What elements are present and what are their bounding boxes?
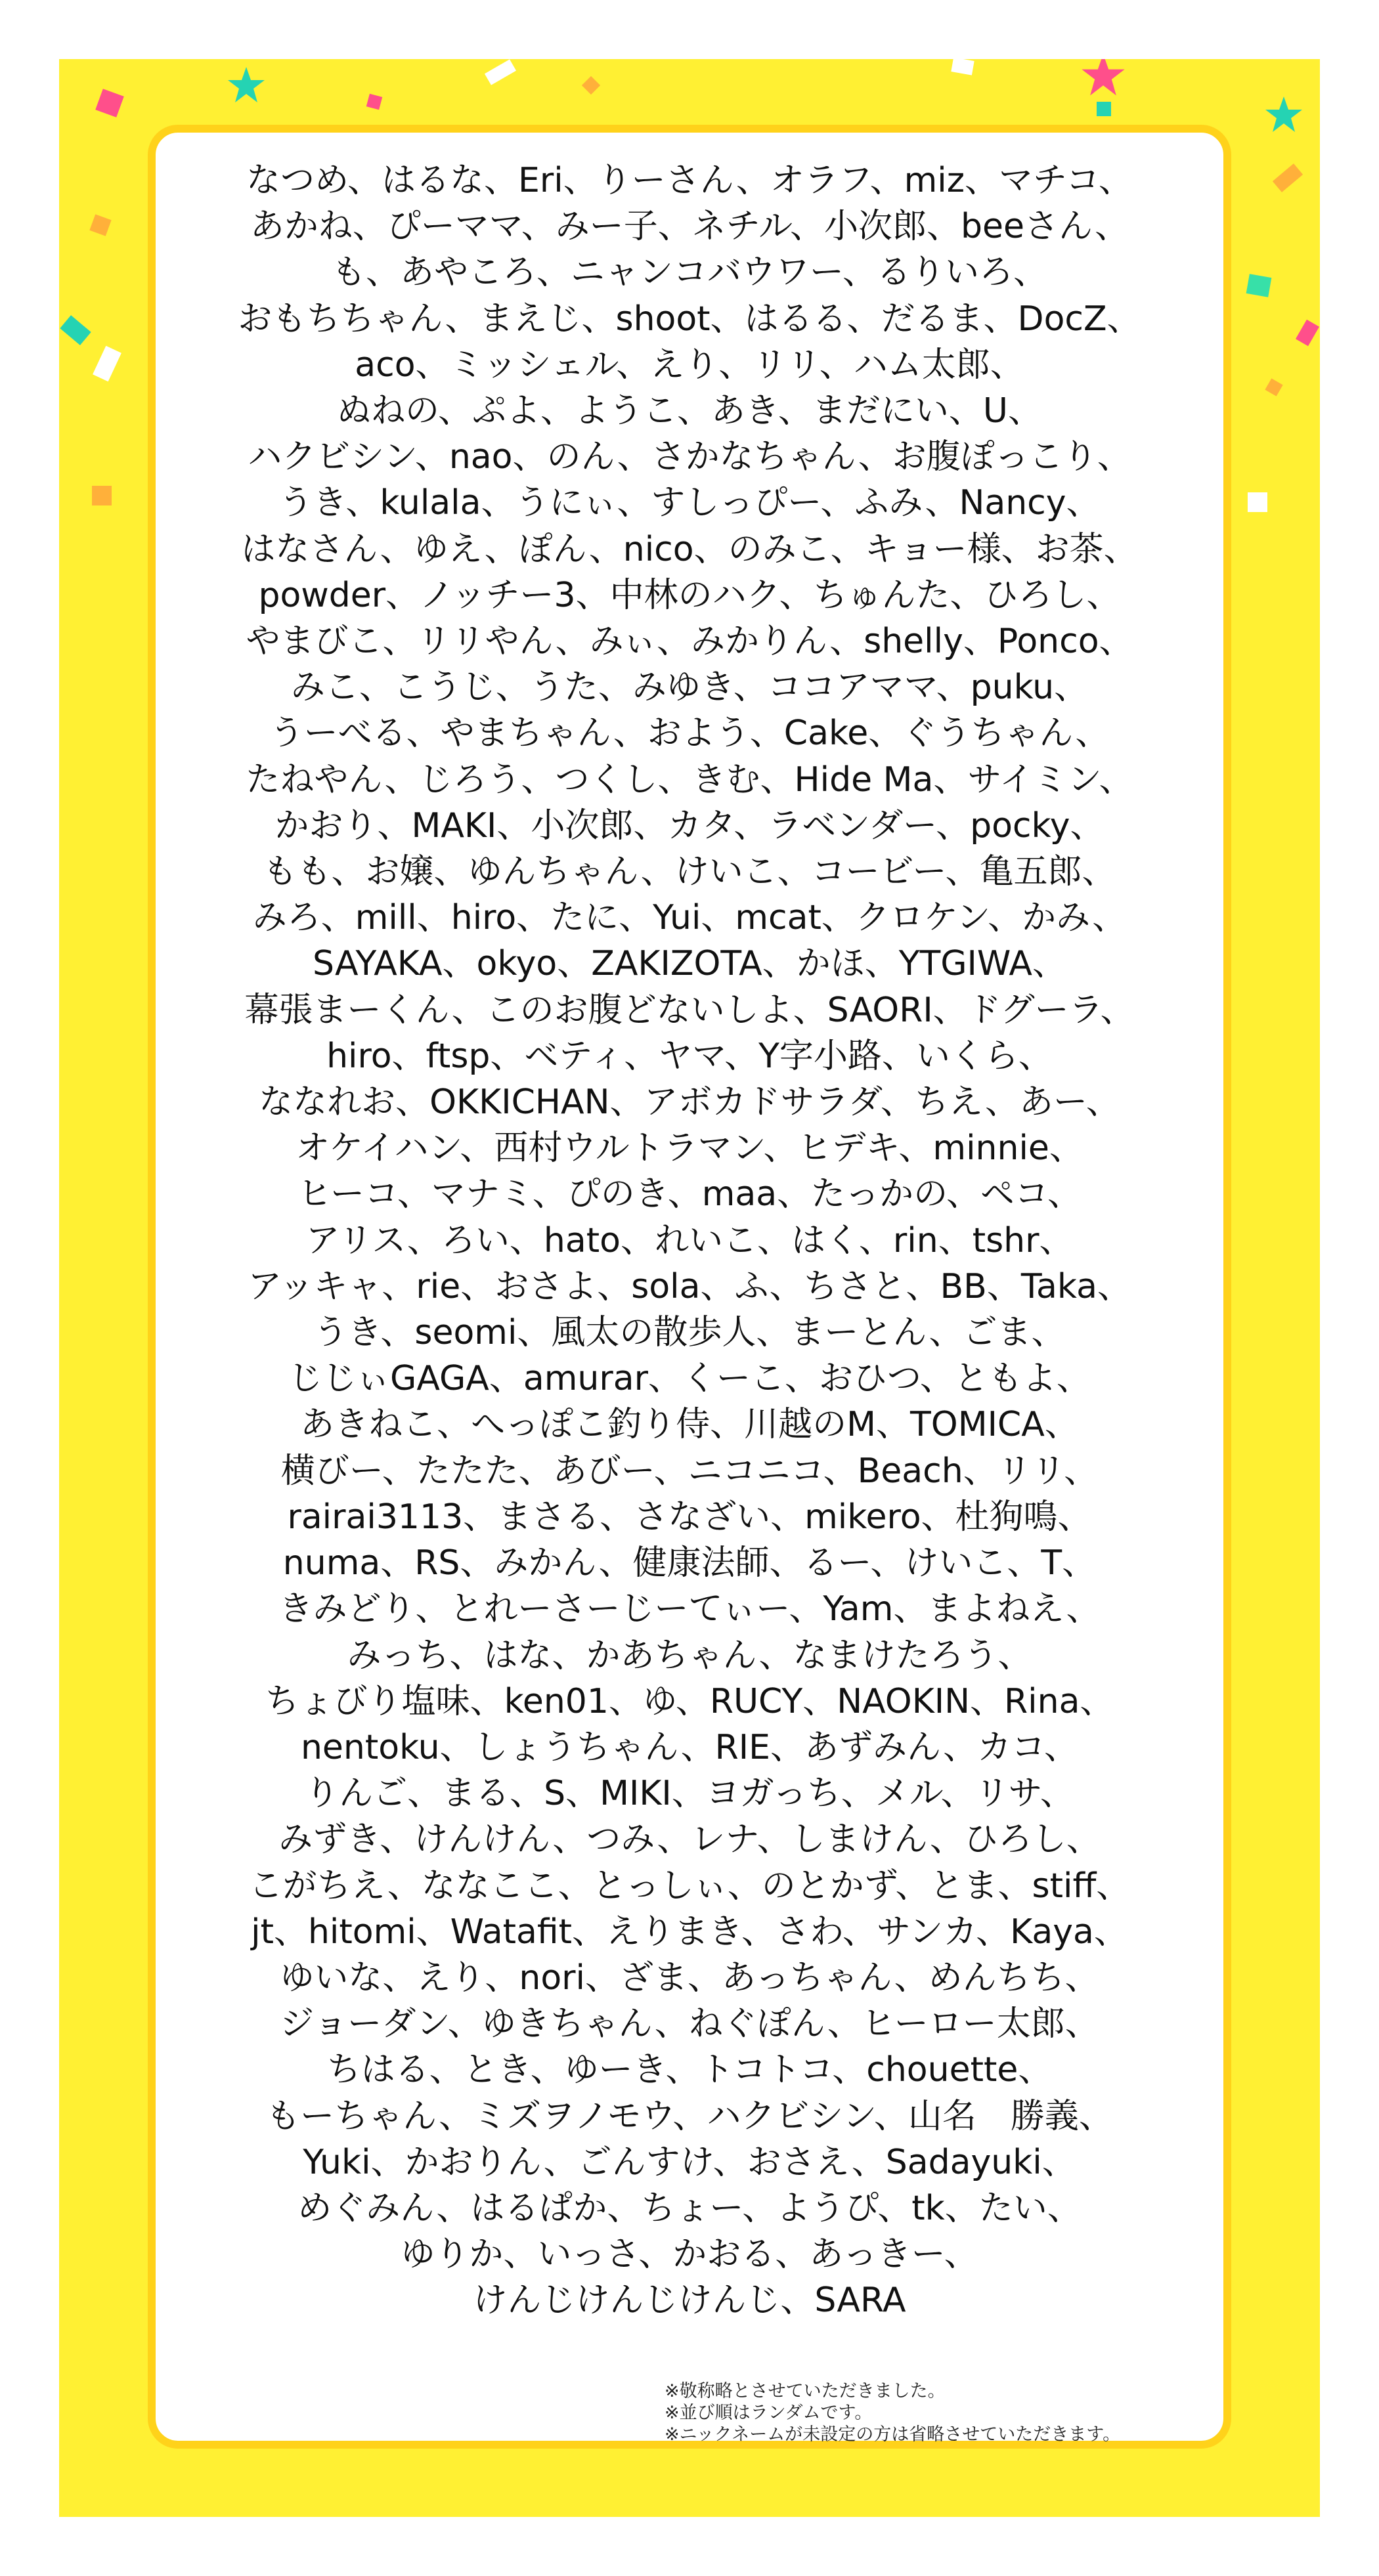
confetti-piece xyxy=(582,76,600,95)
supporter-names-line: ハクビシン、nao、のん、さかなちゃん、お腹ぽっこり、 xyxy=(248,437,1131,477)
supporter-names-line: はなさん、ゆえ、ぽん、nico、のみこ、キョー様、お茶、 xyxy=(241,529,1138,569)
supporter-names-line: ゆりか、いっさ、かおる、あっきー、 xyxy=(401,2235,978,2275)
confetti-piece xyxy=(1097,102,1111,116)
supporter-names-line: じじぃGAGA、amurar、くーこ、おひつ、ともよ、 xyxy=(288,1359,1091,1399)
supporter-names-line: おもちちゃん、まえじ、shoot、はるる、だるま、DocZ、 xyxy=(238,299,1141,339)
supporter-names-line: あかね、ぴーママ、みー子、ネチル、小次郎、beeさん、 xyxy=(250,207,1129,247)
supporter-names-line: ちょびり塩味、ken01、ゆ、RUCY、NAOKIN、Rina、 xyxy=(265,1681,1114,1721)
supporter-names-list xyxy=(156,158,1223,2324)
supporter-names-line: りんご、まる、S、MIKI、ヨガっち、メル、リサ、 xyxy=(305,1774,1074,1814)
supporter-names-line: ななれお、OKKICHAN、アボカドサラダ、ちえ、あー、 xyxy=(259,1083,1120,1123)
footnotes xyxy=(665,2380,1120,2445)
supporter-names-line: うーべる、やまちゃん、およう、Cake、ぐうちゃん、 xyxy=(269,714,1110,754)
supporter-names-line: うき、kulala、うにぃ、すしっぴー、ふみ、Nancy、 xyxy=(278,483,1101,523)
supporter-names-line: ジョーダン、ゆきちゃん、ねぐぽん、ヒーロー太郎、 xyxy=(280,2004,1099,2044)
confetti-piece xyxy=(485,59,516,85)
supporter-names-line: かおり、MAKI、小次郎、カタ、ラベンダー、pocky、 xyxy=(274,805,1105,846)
confetti-piece xyxy=(93,346,121,381)
star-icon xyxy=(1264,95,1303,135)
confetti-piece xyxy=(1296,320,1319,346)
supporter-names-line: numa、RS、みかん、健康法師、るー、けいこ、T、 xyxy=(282,1543,1097,1583)
confetti-piece xyxy=(951,59,974,75)
supporter-list-card xyxy=(148,125,1231,2449)
footnote-line: ※敬称略とさせていただきました。 xyxy=(665,2381,946,2401)
confetti-piece xyxy=(366,94,382,110)
star-icon xyxy=(227,66,266,105)
supporter-names-line: うき、seomi、風太の散歩人、まーとん、ごま、 xyxy=(313,1313,1066,1353)
confetti-piece xyxy=(95,89,124,118)
footnote-line: ※並び順はランダムです。 xyxy=(665,2403,873,2423)
supporter-names-line: 幕張まーくん、このお腹どないしよ、SAORI、ドグーラ、 xyxy=(244,990,1135,1030)
confetti-piece xyxy=(1265,378,1282,396)
supporter-names-line: hiro、ftsp、ベティ、ヤマ、Y字小路、いくら、 xyxy=(326,1036,1053,1076)
supporter-names-line: アリス、ろい、hato、れいこ、はく、rin、tshr、 xyxy=(305,1220,1074,1260)
supporter-names-line: rairai3113、まさる、さなざい、mikero、杜狗鳴、 xyxy=(287,1497,1092,1537)
confetti-piece xyxy=(1273,163,1303,192)
supporter-names-line: aco、ミッシェル、えり、リリ、ハム太郎、 xyxy=(355,345,1024,385)
supporter-names-line: オケイハン、西村ウルトラマン、ヒデキ、minnie、 xyxy=(296,1128,1084,1169)
supporter-names-line: やまびこ、リリやん、みぃ、みかりん、shelly、Ponco、 xyxy=(246,622,1133,662)
thank-you-banner xyxy=(59,59,1320,2517)
star-icon xyxy=(1080,59,1126,98)
supporter-names-line: powder、ノッチー3、中林のハク、ちゅんた、ひろし、 xyxy=(258,575,1121,615)
supporter-names-line: なつめ、はるな、Eri、りーさん、オラフ、miz、マチコ、 xyxy=(246,161,1133,200)
supporter-names-line: けんじけんじけんじ、SARA xyxy=(473,2281,906,2321)
supporter-names-line: nentoku、しょうちゃん、RIE、あずみん、カコ、 xyxy=(300,1727,1079,1767)
supporter-names-line: みろ、mill、hiro、たに、Yui、mcat、クロケン、かみ、 xyxy=(252,898,1127,938)
supporter-names-line: ちはる、とき、ゆーき、トコトコ、chouette、 xyxy=(326,2050,1053,2090)
supporter-names-line: 横びー、たたた、あびー、ニコニコ、Beach、リリ、 xyxy=(280,1451,1099,1491)
confetti-piece xyxy=(92,486,112,505)
supporter-names-line: みずき、けんけん、つみ、レナ、しまけん、ひろし、 xyxy=(278,1820,1101,1860)
supporter-names-line: みっち、はな、かあちゃん、なまけたろう、 xyxy=(347,1635,1032,1675)
supporter-names-line: めぐみん、はるぱか、ちょー、ようぴ、tk、たい、 xyxy=(297,2188,1082,2228)
supporter-names-line: もも、お嬢、ゆんちゃん、けいこ、コービー、亀五郎、 xyxy=(263,852,1116,892)
confetti-piece xyxy=(1246,274,1272,297)
supporter-names-line: みこ、こうじ、うた、みゆき、ココアママ、puku、 xyxy=(290,668,1089,708)
confetti-piece xyxy=(89,214,111,236)
supporter-names-line: jt、hitomi、Watafit、えりまき、さわ、サンカ、Kaya、 xyxy=(251,1912,1128,1952)
supporter-names-line: ヒーコ、マナミ、ぴのき、maa、たっかの、ペコ、 xyxy=(297,1174,1082,1214)
supporter-names-line: きみどり、とれーさーじーてぃー、Yam、まよねえ、 xyxy=(278,1589,1101,1629)
supporter-names-line: こがちえ、ななここ、とっしぃ、のとかず、とま、stiff、 xyxy=(248,1866,1131,1906)
supporter-names-line: たねやん、じろう、つくし、きむ、Hide Ma、サイミン、 xyxy=(246,760,1133,800)
confetti-piece xyxy=(60,315,91,345)
supporter-names-line: Yuki、かおりん、ごんすけ、おさえ、Sadayuki、 xyxy=(303,2142,1076,2182)
supporter-names-line: あきねこ、へっぽこ釣り侍、川越のM、TOMICA、 xyxy=(300,1405,1079,1445)
footnote-line: ※ニックネームが未設定の方は省略させていただきます。 xyxy=(665,2424,1121,2445)
supporter-names-line: アッキャ、rie、おさよ、sola、ふ、ちさと、BB、Taka、 xyxy=(248,1266,1131,1306)
confetti-piece xyxy=(1248,492,1267,512)
supporter-names-line: ゆいな、えり、nori、ざま、あっちゃん、めんちち、 xyxy=(280,1958,1099,1998)
supporter-names-line: ぬねの、ぷよ、ようこ、あき、まだにい、U、 xyxy=(337,391,1042,431)
supporter-names-line: SAYAKA、okyo、ZAKIZOTA、かほ、YTGIWA、 xyxy=(312,944,1066,984)
supporter-names-line: もーちゃん、ミズヲノモウ、ハクビシン、山名 勝義、 xyxy=(266,2096,1113,2136)
supporter-names-line: も、あやころ、ニャンコバウワー、るりいろ、 xyxy=(332,253,1047,293)
